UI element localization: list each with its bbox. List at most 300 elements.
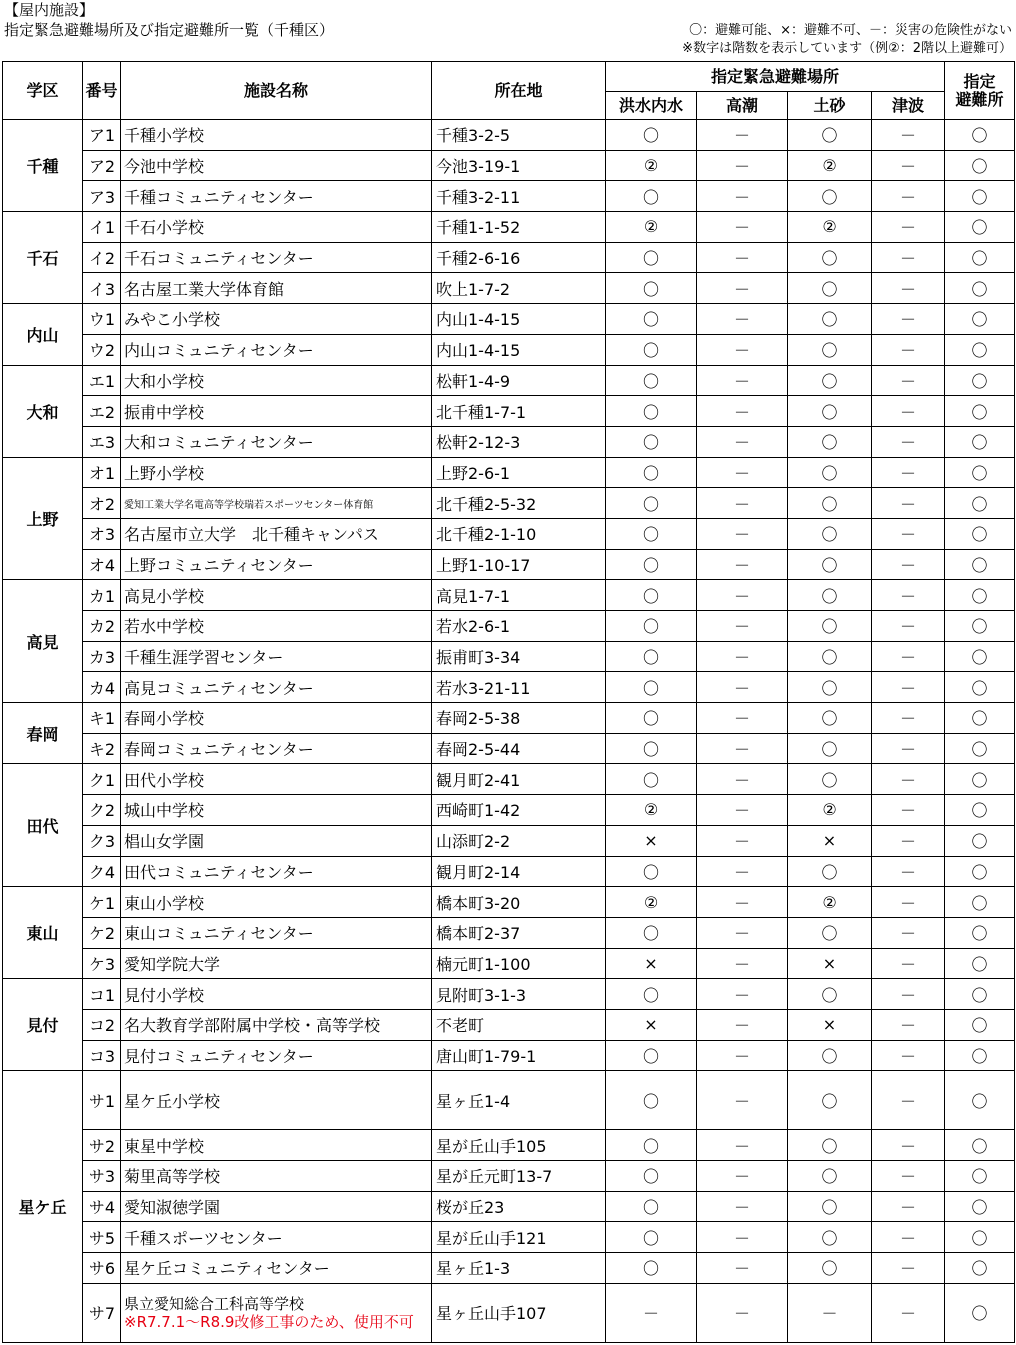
- facility-address: 星が丘山手105: [432, 1130, 606, 1161]
- landslide-status: 〇: [788, 549, 872, 580]
- tsunami-status: －: [872, 764, 945, 795]
- table-row: [3, 212, 1015, 243]
- flood-status: 〇: [606, 672, 697, 703]
- facility-address: 橋本町2-37: [432, 917, 606, 948]
- facility-address: 内山1-4-15: [432, 304, 606, 335]
- facility-address: 桜が丘23: [432, 1191, 606, 1222]
- flood-status: 〇: [606, 273, 697, 304]
- tsunami-status: －: [872, 1191, 945, 1222]
- facility-name: 椙山女学園: [121, 825, 432, 856]
- facility-number: エ1: [83, 365, 121, 396]
- section-label: 【屋内施設】: [4, 1, 95, 19]
- facility-name: 千種小学校: [121, 120, 432, 151]
- district-cell: 千種: [3, 120, 83, 212]
- closure-note: ※R7.7.1～R8.9改修工事のため、使用不可: [124, 1312, 414, 1331]
- storm-surge-status: －: [697, 733, 788, 764]
- tsunami-status: －: [872, 1161, 945, 1192]
- table-row: [3, 334, 1015, 365]
- tsunami-status: －: [872, 212, 945, 243]
- facility-name-text: 県立愛知総合工科高等学校: [124, 1294, 305, 1313]
- col-address: 所在地: [432, 62, 606, 120]
- facility-number: サ1: [83, 1071, 121, 1130]
- facility-address: 星ヶ丘1-3: [432, 1253, 606, 1284]
- facility-name: 振甫中学校: [121, 396, 432, 427]
- facility-number: サ6: [83, 1253, 121, 1284]
- facility-address: 山添町2-2: [432, 825, 606, 856]
- storm-surge-status: －: [697, 426, 788, 457]
- shelter-status: 〇: [945, 334, 1015, 365]
- facility-number: エ2: [83, 396, 121, 427]
- table-row: [3, 764, 1015, 795]
- tsunami-status: －: [872, 120, 945, 151]
- facility-number: サ4: [83, 1191, 121, 1222]
- facility-address: 春岡2-5-38: [432, 703, 606, 734]
- facility-name: [121, 1283, 432, 1342]
- flood-status: ×: [606, 825, 697, 856]
- facility-name: 上野コミュニティセンター: [121, 549, 432, 580]
- facility-name: 城山中学校: [121, 795, 432, 826]
- storm-surge-status: －: [697, 396, 788, 427]
- facility-address: 千種1-1-52: [432, 212, 606, 243]
- landslide-status: 〇: [788, 1040, 872, 1071]
- facility-number: カ1: [83, 580, 121, 611]
- landslide-status: 〇: [788, 518, 872, 549]
- facility-number: カ2: [83, 611, 121, 642]
- storm-surge-status: －: [697, 795, 788, 826]
- facility-number: ケ2: [83, 917, 121, 948]
- tsunami-status: －: [872, 611, 945, 642]
- shelter-status: 〇: [945, 948, 1015, 979]
- facility-name: 菊里高等学校: [121, 1161, 432, 1192]
- landslide-status: 〇: [788, 1191, 872, 1222]
- shelter-status: 〇: [945, 1253, 1015, 1284]
- flood-status: 〇: [606, 641, 697, 672]
- table-row: [3, 120, 1015, 151]
- facility-address: 若水3-21-11: [432, 672, 606, 703]
- facility-number: ウ1: [83, 304, 121, 335]
- flood-status: 〇: [606, 856, 697, 887]
- shelter-status: 〇: [945, 150, 1015, 181]
- tsunami-status: －: [872, 979, 945, 1010]
- storm-surge-status: －: [697, 703, 788, 734]
- tsunami-status: －: [872, 795, 945, 826]
- storm-surge-status: －: [697, 1191, 788, 1222]
- shelter-status: 〇: [945, 1161, 1015, 1192]
- tsunami-status: －: [872, 1040, 945, 1071]
- facility-number: エ3: [83, 426, 121, 457]
- shelter-status: 〇: [945, 1040, 1015, 1071]
- facility-address: 星ヶ丘1-4: [432, 1071, 606, 1130]
- landslide-status: 〇: [788, 856, 872, 887]
- facility-number: オ4: [83, 549, 121, 580]
- col-tsunami: 津波: [872, 92, 945, 120]
- facility-address: 上野1-10-17: [432, 549, 606, 580]
- facility-address: 星が丘山手121: [432, 1222, 606, 1253]
- facility-address: 上野2-6-1: [432, 457, 606, 488]
- shelter-status: 〇: [945, 917, 1015, 948]
- table-row: [3, 1040, 1015, 1071]
- flood-status: 〇: [606, 703, 697, 734]
- facility-address: 吹上1-7-2: [432, 273, 606, 304]
- district-cell: 千石: [3, 212, 83, 304]
- storm-surge-status: －: [697, 181, 788, 212]
- landslide-status: 〇: [788, 611, 872, 642]
- tsunami-status: －: [872, 580, 945, 611]
- flood-status: 〇: [606, 304, 697, 335]
- legend-symbols: 〇：避難可能、×：避難不可、－：災害の危険性がない: [689, 23, 1012, 38]
- page-title: 指定緊急避難場所及び指定避難所一覧（千種区）: [4, 21, 335, 39]
- shelter-status: 〇: [945, 488, 1015, 519]
- flood-status: ×: [606, 948, 697, 979]
- col-flood: 洪水内水: [606, 92, 697, 120]
- facility-address: 春岡2-5-44: [432, 733, 606, 764]
- facility-address: 振甫町3-34: [432, 641, 606, 672]
- facility-name: 星ケ丘コミュニティセンター: [121, 1253, 432, 1284]
- facility-address: 北千種2-1-10: [432, 518, 606, 549]
- table-row: [3, 979, 1015, 1010]
- table-row: [3, 825, 1015, 856]
- tsunami-status: －: [872, 488, 945, 519]
- storm-surge-status: －: [697, 1222, 788, 1253]
- landslide-status: 〇: [788, 979, 872, 1010]
- facility-address: 北千種2-5-32: [432, 488, 606, 519]
- tsunami-status: －: [872, 641, 945, 672]
- landslide-status: 〇: [788, 273, 872, 304]
- tsunami-status: －: [872, 948, 945, 979]
- table-row: [3, 856, 1015, 887]
- tsunami-status: －: [872, 457, 945, 488]
- facility-address: 千種3-2-11: [432, 181, 606, 212]
- table-row: [3, 611, 1015, 642]
- flood-status: ②: [606, 150, 697, 181]
- flood-status: 〇: [606, 979, 697, 1010]
- landslide-status: 〇: [788, 641, 872, 672]
- storm-surge-status: －: [697, 917, 788, 948]
- shelter-status: 〇: [945, 795, 1015, 826]
- facility-number: キ1: [83, 703, 121, 734]
- shelter-status: 〇: [945, 181, 1015, 212]
- shelter-status: 〇: [945, 887, 1015, 918]
- facility-address: 見附町3-1-3: [432, 979, 606, 1010]
- facility-number: ク2: [83, 795, 121, 826]
- facility-number: イ1: [83, 212, 121, 243]
- facility-number: コ2: [83, 1009, 121, 1040]
- shelter-status: 〇: [945, 549, 1015, 580]
- shelter-status: 〇: [945, 825, 1015, 856]
- storm-surge-status: －: [697, 580, 788, 611]
- facility-number: ケ3: [83, 948, 121, 979]
- table-row: [3, 488, 1015, 519]
- facility-name: みやこ小学校: [121, 304, 432, 335]
- facility-name: 田代コミュニティセンター: [121, 856, 432, 887]
- table-row: [3, 887, 1015, 918]
- landslide-status: 〇: [788, 733, 872, 764]
- facility-number: ア2: [83, 150, 121, 181]
- facility-name: 東星中学校: [121, 1130, 432, 1161]
- table-row: [3, 1253, 1015, 1284]
- flood-status: 〇: [606, 1253, 697, 1284]
- col-name: 施設名称: [121, 62, 432, 120]
- landslide-status: 〇: [788, 1253, 872, 1284]
- facility-number: キ2: [83, 733, 121, 764]
- tsunami-status: －: [872, 856, 945, 887]
- facility-name: 大和コミュニティセンター: [121, 426, 432, 457]
- tsunami-status: －: [872, 1283, 945, 1342]
- landslide-status: 〇: [788, 304, 872, 335]
- flood-status: 〇: [606, 549, 697, 580]
- landslide-status: 〇: [788, 1071, 872, 1130]
- flood-status: 〇: [606, 334, 697, 365]
- table-row: [3, 304, 1015, 335]
- district-cell: 春岡: [3, 703, 83, 764]
- shelter-status: 〇: [945, 1222, 1015, 1253]
- storm-surge-status: －: [697, 150, 788, 181]
- storm-surge-status: －: [697, 1161, 788, 1192]
- storm-surge-status: －: [697, 212, 788, 243]
- shelter-status: 〇: [945, 518, 1015, 549]
- district-cell: 星ケ丘: [3, 1071, 83, 1342]
- col-number: 番号: [83, 62, 121, 120]
- tsunami-status: －: [872, 1253, 945, 1284]
- storm-surge-status: －: [697, 979, 788, 1010]
- tsunami-status: －: [872, 672, 945, 703]
- shelter-status: 〇: [945, 611, 1015, 642]
- flood-status: 〇: [606, 1161, 697, 1192]
- facility-address: 西崎町1-42: [432, 795, 606, 826]
- tsunami-status: －: [872, 304, 945, 335]
- table-row: [3, 242, 1015, 273]
- table-row: [3, 457, 1015, 488]
- facility-number: ケ1: [83, 887, 121, 918]
- legend-floors: ※数字は階数を表示しています（例②：2階以上避難可）: [682, 41, 1012, 56]
- storm-surge-status: －: [697, 242, 788, 273]
- landslide-status: 〇: [788, 334, 872, 365]
- facility-name: 千種スポーツセンター: [121, 1222, 432, 1253]
- district-cell: 上野: [3, 457, 83, 580]
- facility-name: 愛知淑徳学園: [121, 1191, 432, 1222]
- shelter-status: 〇: [945, 764, 1015, 795]
- landslide-status: 〇: [788, 1161, 872, 1192]
- flood-status: 〇: [606, 1071, 697, 1130]
- table-row: [3, 733, 1015, 764]
- table-row: [3, 641, 1015, 672]
- table-row: [3, 396, 1015, 427]
- facility-number: ク1: [83, 764, 121, 795]
- tsunami-status: －: [872, 150, 945, 181]
- landslide-status: ②: [788, 887, 872, 918]
- storm-surge-status: －: [697, 365, 788, 396]
- facility-address: 観月町2-14: [432, 856, 606, 887]
- landslide-status: 〇: [788, 120, 872, 151]
- table-row: [3, 365, 1015, 396]
- shelter-status: 〇: [945, 672, 1015, 703]
- facility-address: 松軒1-4-9: [432, 365, 606, 396]
- storm-surge-status: －: [697, 764, 788, 795]
- flood-status: 〇: [606, 1222, 697, 1253]
- facility-address: 松軒2-12-3: [432, 426, 606, 457]
- table-header: [3, 62, 1015, 120]
- table-body: [3, 120, 1015, 1343]
- tsunami-status: －: [872, 1222, 945, 1253]
- shelter-status: 〇: [945, 426, 1015, 457]
- tsunami-status: －: [872, 334, 945, 365]
- storm-surge-status: －: [697, 641, 788, 672]
- facility-name: 名古屋市立大学 北千種キャンパス: [121, 518, 432, 549]
- shelter-status: 〇: [945, 457, 1015, 488]
- facility-number: ク3: [83, 825, 121, 856]
- flood-status: 〇: [606, 580, 697, 611]
- shelter-status: 〇: [945, 1283, 1015, 1342]
- table-row: [3, 1071, 1015, 1130]
- tsunami-status: －: [872, 549, 945, 580]
- landslide-status: 〇: [788, 181, 872, 212]
- facility-name: 千石コミュニティセンター: [121, 242, 432, 273]
- table-row: [3, 703, 1015, 734]
- district-cell: 大和: [3, 365, 83, 457]
- landslide-status: 〇: [788, 457, 872, 488]
- table-row: [3, 672, 1015, 703]
- storm-surge-status: －: [697, 120, 788, 151]
- facility-name: 上野小学校: [121, 457, 432, 488]
- facility-name: 今池中学校: [121, 150, 432, 181]
- storm-surge-status: －: [697, 457, 788, 488]
- storm-surge-status: －: [697, 887, 788, 918]
- landslide-status: ②: [788, 150, 872, 181]
- facility-name: 春岡小学校: [121, 703, 432, 734]
- storm-surge-status: －: [697, 1009, 788, 1040]
- col-landslide: 土砂: [788, 92, 872, 120]
- storm-surge-status: －: [697, 825, 788, 856]
- shelter-status: 〇: [945, 212, 1015, 243]
- facility-number: コ1: [83, 979, 121, 1010]
- storm-surge-status: －: [697, 518, 788, 549]
- table-row: [3, 426, 1015, 457]
- storm-surge-status: －: [697, 549, 788, 580]
- landslide-status: 〇: [788, 917, 872, 948]
- landslide-status: 〇: [788, 580, 872, 611]
- facility-name: 星ケ丘小学校: [121, 1071, 432, 1130]
- storm-surge-status: －: [697, 304, 788, 335]
- storm-surge-status: －: [697, 948, 788, 979]
- landslide-status: 〇: [788, 1130, 872, 1161]
- col-district: 学区: [3, 62, 83, 120]
- facility-name: 見付小学校: [121, 979, 432, 1010]
- tsunami-status: －: [872, 703, 945, 734]
- table-row: [3, 518, 1015, 549]
- tsunami-status: －: [872, 1130, 945, 1161]
- facility-address: 星が丘元町13-7: [432, 1161, 606, 1192]
- tsunami-status: －: [872, 1009, 945, 1040]
- facility-number: サ7: [83, 1283, 121, 1342]
- shelter-status: 〇: [945, 733, 1015, 764]
- table-row: [3, 795, 1015, 826]
- facility-address: 千種3-2-5: [432, 120, 606, 151]
- shelter-status: 〇: [945, 703, 1015, 734]
- storm-surge-status: －: [697, 1071, 788, 1130]
- facility-number: カ4: [83, 672, 121, 703]
- storm-surge-status: －: [697, 334, 788, 365]
- facility-number: オ3: [83, 518, 121, 549]
- facility-address: 内山1-4-15: [432, 334, 606, 365]
- document-header: [4, 0, 334, 40]
- landslide-status: ×: [788, 825, 872, 856]
- flood-status: 〇: [606, 396, 697, 427]
- table-row: [3, 948, 1015, 979]
- table-row: [3, 1283, 1015, 1342]
- facility-number: オ1: [83, 457, 121, 488]
- flood-status: 〇: [606, 365, 697, 396]
- tsunami-status: －: [872, 917, 945, 948]
- flood-status: 〇: [606, 488, 697, 519]
- shelter-status: 〇: [945, 1071, 1015, 1130]
- flood-status: 〇: [606, 733, 697, 764]
- shelter-status: 〇: [945, 1009, 1015, 1040]
- tsunami-status: －: [872, 396, 945, 427]
- storm-surge-status: －: [697, 1040, 788, 1071]
- district-cell: 高見: [3, 580, 83, 703]
- facility-number: サ3: [83, 1161, 121, 1192]
- facility-name: 愛知工業大学名電高等学校瑞若スポーツセンター体育館: [121, 488, 432, 519]
- facility-address: 高見1-7-1: [432, 580, 606, 611]
- shelter-table: [2, 61, 1015, 1343]
- col-storm-surge: 高潮: [697, 92, 788, 120]
- storm-surge-status: －: [697, 1130, 788, 1161]
- flood-status: 〇: [606, 764, 697, 795]
- facility-address: 観月町2-41: [432, 764, 606, 795]
- flood-status: 〇: [606, 611, 697, 642]
- shelter-status: 〇: [945, 641, 1015, 672]
- shelter-status: 〇: [945, 304, 1015, 335]
- flood-status: 〇: [606, 426, 697, 457]
- facility-number: ア1: [83, 120, 121, 151]
- facility-name: 見付コミュニティセンター: [121, 1040, 432, 1071]
- shelter-status: 〇: [945, 979, 1015, 1010]
- table-row: [3, 1161, 1015, 1192]
- flood-status: 〇: [606, 1040, 697, 1071]
- tsunami-status: －: [872, 733, 945, 764]
- flood-status: ×: [606, 1009, 697, 1040]
- facility-address: 不老町: [432, 1009, 606, 1040]
- flood-status: 〇: [606, 181, 697, 212]
- facility-name: 春岡コミュニティセンター: [121, 733, 432, 764]
- storm-surge-status: －: [697, 1283, 788, 1342]
- district-cell: 東山: [3, 887, 83, 979]
- tsunami-status: －: [872, 518, 945, 549]
- col-emergency-group: 指定緊急避難場所: [606, 62, 945, 92]
- facility-number: ア3: [83, 181, 121, 212]
- table-row: [3, 549, 1015, 580]
- facility-number: コ3: [83, 1040, 121, 1071]
- storm-surge-status: －: [697, 672, 788, 703]
- table-row: [3, 1191, 1015, 1222]
- flood-status: 〇: [606, 1130, 697, 1161]
- flood-status: 〇: [606, 120, 697, 151]
- table-row: [3, 273, 1015, 304]
- facility-number: ウ2: [83, 334, 121, 365]
- district-cell: 内山: [3, 304, 83, 365]
- table-row: [3, 150, 1015, 181]
- facility-name: 高見コミュニティセンター: [121, 672, 432, 703]
- facility-address: 星ヶ丘山手107: [432, 1283, 606, 1342]
- facility-name: 千種コミュニティセンター: [121, 181, 432, 212]
- landslide-status: 〇: [788, 703, 872, 734]
- landslide-status: 〇: [788, 672, 872, 703]
- landslide-status: ×: [788, 1009, 872, 1040]
- facility-name: 東山小学校: [121, 887, 432, 918]
- facility-name: 高見小学校: [121, 580, 432, 611]
- landslide-status: 〇: [788, 1222, 872, 1253]
- landslide-status: ②: [788, 212, 872, 243]
